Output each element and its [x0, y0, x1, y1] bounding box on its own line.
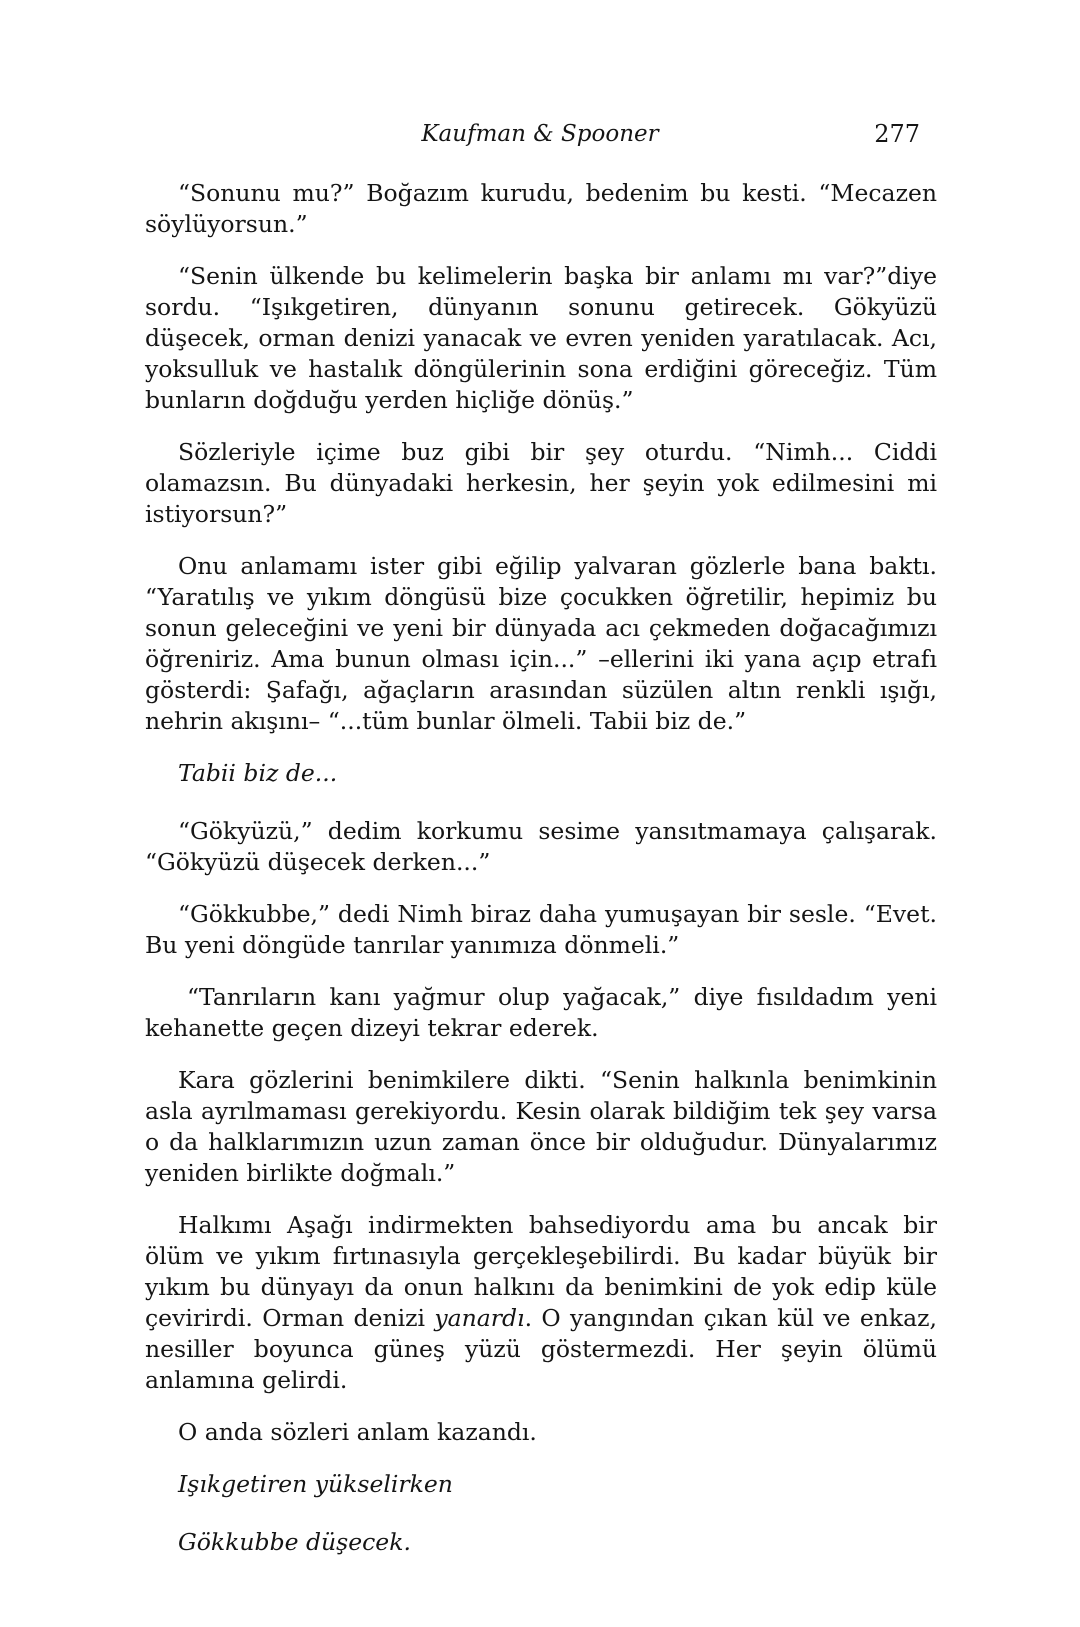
- body-text: [145, 178, 937, 1558]
- verse-line: Gökkubbe düşecek.: [178, 1528, 411, 1556]
- paragraph: O anda sözleri anlam kazandı.: [178, 1418, 537, 1446]
- paragraph: Onu anlamamı ister gibi eğilip yalvaran gözlerle bana baktı. “Yaratılış ve yıkım döngüsü bize çocukken öğretilir, hepimiz bu sonun geleceğini ve yeni bir dünyada acı çekmeden doğacağımızı öğreniriz. Ama bunun olması için...” –ellerini iki yana açıp etrafı gösterdi: Şafağı, ağaçların arasından süzülen altın renkli ışığı, nehrin akışını– “...tüm bunlar ölmeli. Tabii biz de.”: [145, 552, 937, 735]
- page-number: 277: [874, 120, 920, 148]
- running-title: Kaufman & Spooner: [421, 121, 659, 147]
- emphasized-word: yanardı: [434, 1304, 525, 1332]
- running-header: [0, 116, 1080, 152]
- verse-line: Işıkgetiren yükselirken: [178, 1470, 453, 1498]
- paragraph-text: . O yangından çıkan kül ve enkaz, nesiller boyunca güneş yüzü göstermezdi. Her şeyin ölümü anlamına gelirdi.: [145, 1304, 937, 1394]
- paragraph: “Tanrıların kanı yağmur olup yağacak,” diye fısıldadım yeni kehanette geçen dizeyi tekrar ederek.: [145, 983, 937, 1042]
- paragraph: Sözleriyle içime buz gibi bir şey oturdu. “Nimh... Ciddi olamazsın. Bu dünyadaki herkesin, her şeyin yok edilmesini mi istiyorsun?”: [145, 438, 937, 528]
- italic-thought: Tabii biz de...: [178, 759, 338, 787]
- paragraph-text: Halkımı Aşağı indirmekten bahsediyordu ama bu ancak bir ölüm ve yıkım fırtınasıyla gerçekleşebilirdi. Bu kadar büyük bir yıkım bu dünyayı da onun halkını da benimkini de yok edip küle çevirirdi. Orman denizi: [145, 1211, 937, 1332]
- paragraph: “Gökyüzü,” dedim korkumu sesime yansıtmamaya çalışarak. “Gökyüzü düşecek derken...”: [145, 817, 937, 876]
- paragraph: “Sonunu mu?” Boğazım kurudu, bedenim bu kesti. “Mecazen söylüyorsun.”: [145, 179, 937, 238]
- paragraph: Kara gözlerini benimkilere dikti. “Senin halkınla benimkinin asla ayrılmaması gerekiyordu. Kesin olarak bildiğim tek şey varsa o da halklarımızın uzun zaman önce bir olduğudur. Dünyalarımız yeniden birlikte doğmalı.”: [145, 1066, 937, 1187]
- paragraph: “Senin ülkende bu kelimelerin başka bir anlamı mı var?”diye sordu. “Işıkgetiren, dünyanın sonunu getirecek. Gökyüzü düşecek, orman denizi yanacak ve evren yeniden yaratılacak. Acı, yoksulluk ve hastalık döngülerinin sona erdiğini göreceğiz. Tüm bunların doğduğu yerden hiçliğe dönüş.”: [145, 262, 937, 414]
- paragraph: [145, 1210, 937, 1396]
- paragraph: “Gökkubbe,” dedi Nimh biraz daha yumuşayan bir sesle. “Evet. Bu yeni döngüde tanrılar yanımıza dönmeli.”: [145, 900, 937, 959]
